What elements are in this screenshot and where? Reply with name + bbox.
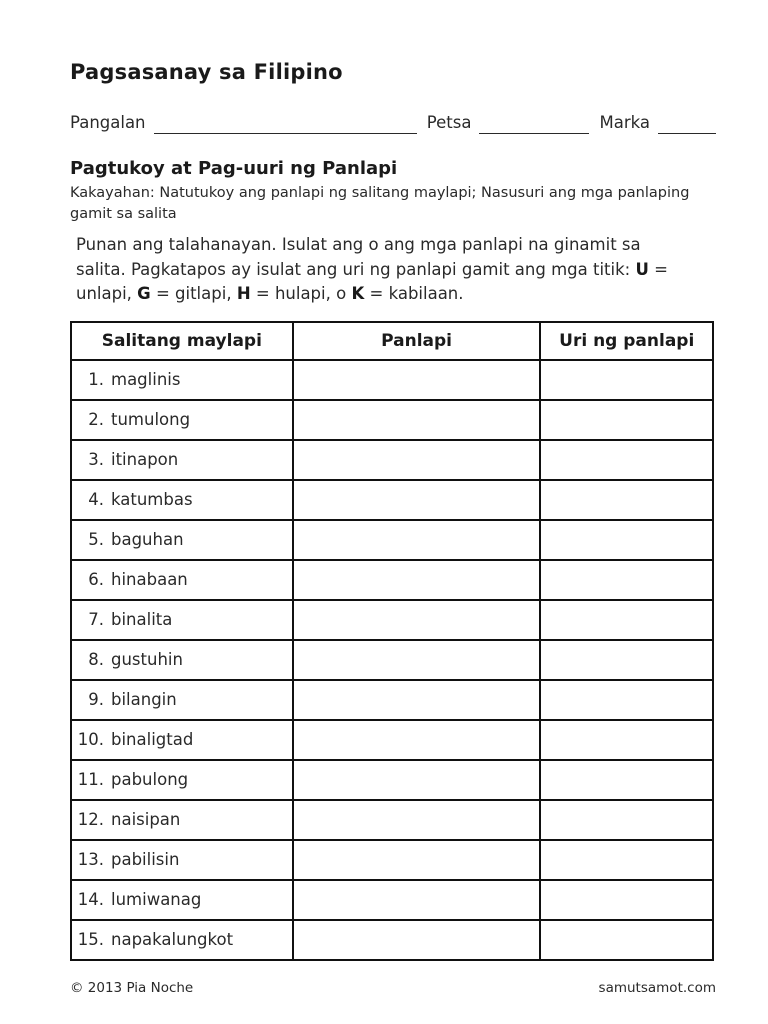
table-row xyxy=(71,520,713,560)
word-cell xyxy=(71,600,293,640)
uri-answer-cell xyxy=(540,480,713,520)
section-title: Pagtukoy at Pag-uuri ng Panlapi xyxy=(70,158,398,179)
word-cell xyxy=(71,840,293,880)
hulapi-def: = hulapi, o xyxy=(250,284,352,303)
panlapi-answer-cell xyxy=(293,480,541,520)
row-word: napakalungkot xyxy=(111,930,234,949)
kabilaan-def: = kabilaan. xyxy=(364,284,464,303)
word-cell xyxy=(71,440,293,480)
panlapi-answer-cell xyxy=(293,720,541,760)
name-blank xyxy=(154,113,417,134)
word-cell xyxy=(71,680,293,720)
date-blank xyxy=(479,113,589,134)
uri-answer-cell xyxy=(540,760,713,800)
table-row xyxy=(71,600,713,640)
row-number: 8. xyxy=(88,650,104,669)
panlapi-answer-cell xyxy=(293,560,541,600)
word-cell xyxy=(71,720,293,760)
table-row xyxy=(71,720,713,760)
panlapi-answer-cell xyxy=(293,920,541,960)
table-header-row xyxy=(71,322,713,360)
header-panlapi: Panlapi xyxy=(293,322,541,360)
row-number: 1. xyxy=(88,370,104,389)
panlapi-answer-cell xyxy=(293,400,541,440)
row-word: katumbas xyxy=(111,490,193,509)
row-word: pabilisin xyxy=(111,850,180,869)
word-cell xyxy=(71,800,293,840)
word-cell xyxy=(71,520,293,560)
uri-answer-cell xyxy=(540,640,713,680)
uri-answer-cell xyxy=(540,800,713,840)
panlapi-answer-cell xyxy=(293,760,541,800)
score-blank xyxy=(658,113,716,134)
uri-answer-cell xyxy=(540,720,713,760)
panlapi-answer-cell xyxy=(293,360,541,400)
uri-answer-cell xyxy=(540,920,713,960)
table-row xyxy=(71,640,713,680)
table-row xyxy=(71,920,713,960)
uri-answer-cell xyxy=(540,880,713,920)
row-word: bilangin xyxy=(111,690,177,709)
uri-answer-cell xyxy=(540,440,713,480)
row-word: lumiwanag xyxy=(111,890,202,909)
letter-u: U xyxy=(635,259,649,279)
word-cell xyxy=(71,640,293,680)
uri-answer-cell xyxy=(540,600,713,640)
gitlapi-def: = gitlapi, xyxy=(150,284,237,303)
word-cell xyxy=(71,760,293,800)
row-word: pabulong xyxy=(111,770,189,789)
uri-answer-cell xyxy=(540,360,713,400)
row-word: gustuhin xyxy=(111,650,183,669)
score-label: Marka xyxy=(599,113,650,132)
table-row xyxy=(71,880,713,920)
row-number: 14. xyxy=(77,890,104,909)
table-row xyxy=(71,680,713,720)
panlapi-answer-cell xyxy=(293,640,541,680)
row-number: 15. xyxy=(77,930,104,949)
instructions-intro: Punan ang talahanayan. Isulat ang o ang mga panlapi na ginamit sa salita. Pagkatapos ay isulat ang uri ng panlapi gamit ang mga titik: xyxy=(76,235,641,279)
page-title: Pagsasanay sa Filipino xyxy=(70,60,343,84)
panlapi-answer-cell xyxy=(293,680,541,720)
page-footer xyxy=(70,980,716,996)
uri-answer-cell xyxy=(540,520,713,560)
header-salitang-maylapi: Salitang maylapi xyxy=(71,322,293,360)
word-cell xyxy=(71,400,293,440)
letter-h: H xyxy=(236,284,251,303)
uri-answer-cell xyxy=(540,840,713,880)
row-number: 12. xyxy=(77,810,104,829)
uri-answer-cell xyxy=(540,400,713,440)
panlapi-answer-cell xyxy=(293,880,541,920)
row-number: 11. xyxy=(77,770,104,789)
unlapi-def: = unlapi, xyxy=(76,259,668,303)
table-row xyxy=(71,480,713,520)
panlapi-answer-cell xyxy=(293,600,541,640)
name-label: Pangalan xyxy=(70,113,146,132)
competency-note: Kakayahan: Natutukoy ang panlapi ng salitang maylapi; Nasusuri ang mga panlaping gamit sa salita xyxy=(70,185,690,222)
copyright-text: © 2013 Pia Noche xyxy=(70,980,194,996)
row-number: 2. xyxy=(88,410,104,429)
word-cell xyxy=(71,880,293,920)
uri-answer-cell xyxy=(540,560,713,600)
row-word: tumulong xyxy=(111,410,191,429)
row-word: hinabaan xyxy=(111,570,188,589)
table-row xyxy=(71,840,713,880)
row-number: 9. xyxy=(88,690,104,709)
row-number: 6. xyxy=(88,570,104,589)
row-word: naisipan xyxy=(111,810,181,829)
table-row xyxy=(71,360,713,400)
word-cell xyxy=(71,920,293,960)
row-number: 3. xyxy=(88,450,104,469)
row-word: binaligtad xyxy=(111,730,194,749)
table-row xyxy=(71,400,713,440)
word-cell xyxy=(71,360,293,400)
panlapi-answer-cell xyxy=(293,440,541,480)
table-row xyxy=(71,560,713,600)
date-label: Petsa xyxy=(426,113,472,132)
row-word: maglinis xyxy=(111,370,181,389)
row-word: binalita xyxy=(111,610,173,629)
name-date-score-line xyxy=(70,112,716,134)
instructions-paragraph xyxy=(76,233,688,307)
panlapi-answer-cell xyxy=(293,800,541,840)
table-row xyxy=(71,760,713,800)
header-uri-ng-panlapi: Uri ng panlapi xyxy=(540,322,713,360)
panlapi-answer-cell xyxy=(293,520,541,560)
website-text: samutsamot.com xyxy=(598,980,716,996)
panlapi-answer-cell xyxy=(293,840,541,880)
row-word: baguhan xyxy=(111,530,184,549)
word-cell xyxy=(71,560,293,600)
table-row xyxy=(71,800,713,840)
row-number: 10. xyxy=(77,730,104,749)
letter-k: K xyxy=(351,284,365,303)
row-number: 7. xyxy=(88,610,104,629)
row-word: itinapon xyxy=(111,450,179,469)
table-row xyxy=(71,440,713,480)
panlapi-table xyxy=(70,321,714,961)
row-number: 5. xyxy=(88,530,104,549)
uri-answer-cell xyxy=(540,680,713,720)
word-cell xyxy=(71,480,293,520)
letter-g: G xyxy=(137,284,151,303)
row-number: 4. xyxy=(88,490,104,509)
row-number: 13. xyxy=(77,850,104,869)
